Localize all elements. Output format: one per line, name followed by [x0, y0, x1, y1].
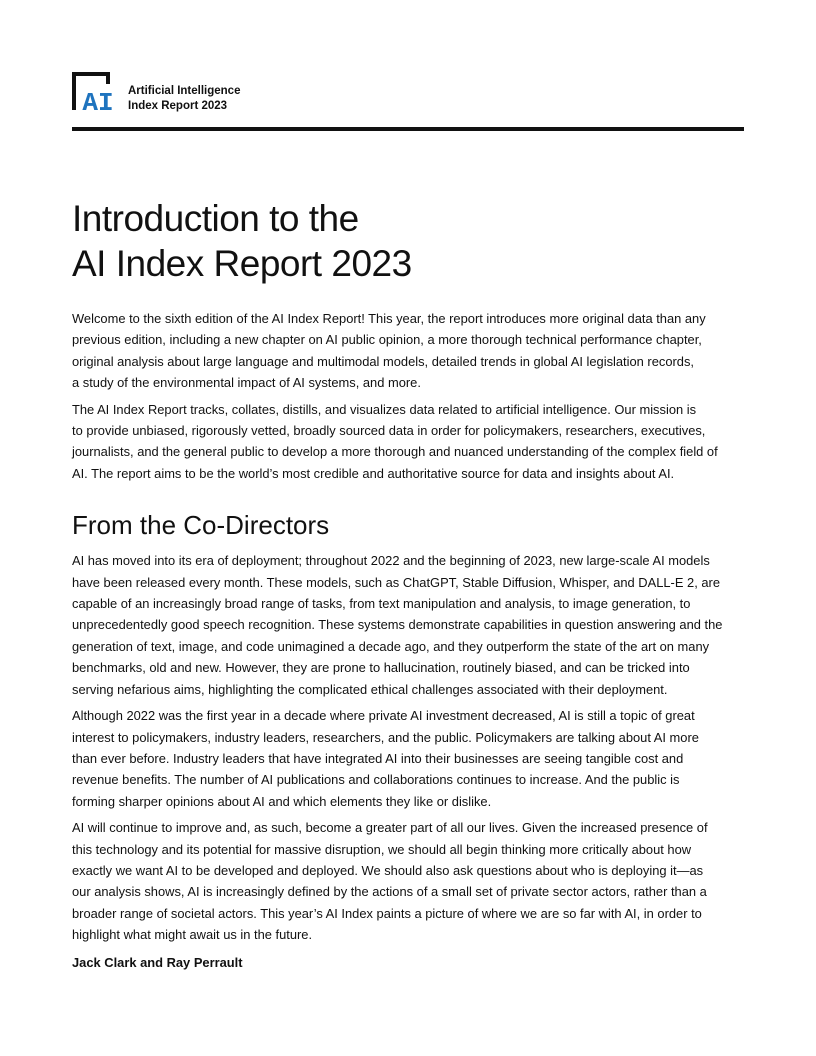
text-line: highlight what might await us in the future.: [72, 927, 313, 943]
text-line: generation of text, image, and code unimagined a decade ago, and they outperform the state of the art on many: [72, 638, 710, 654]
text-line: our analysis shows, AI is increasingly defined by the actions of a small set of private sector actors, rather than a: [72, 884, 707, 900]
text-line: to provide unbiased, rigorously vetted, broadly sourced data in order for policymakers, researchers, executives,: [72, 423, 706, 439]
brand-line-1: Artificial Intelligence: [128, 85, 241, 97]
page-title: [72, 196, 744, 286]
codirectors-paragraph-2: [72, 705, 744, 812]
page-content: [72, 196, 744, 978]
text-line: benchmarks, old and new. However, they are prone to hallucination, routinely biased, and can be tricked into: [72, 660, 690, 676]
ai-index-logo: [72, 72, 118, 112]
intro-paragraph-2: [72, 399, 744, 485]
text-line: journalists, and the general public to develop a more thorough and nuanced understanding of the complex field of: [72, 444, 718, 460]
header-rule: [72, 127, 744, 131]
text-line: AI has moved into its era of deployment; throughout 2022 and the beginning of 2023, new large-scale AI models: [72, 553, 710, 569]
text-line: unprecedentedly good speech recognition. These systems demonstrate capabilities in question answering and the: [72, 617, 723, 633]
brand-line-2: Index Report 2023: [128, 100, 228, 112]
text-line: serving nefarious aims, highlighting the complicated ethical challenges associated with their deployment.: [72, 681, 668, 697]
text-line: than ever before. Industry leaders that have integrated AI into their businesses are seeing tangible cost and: [72, 750, 684, 766]
text-line: a study of the environmental impact of AI systems, and more.: [72, 375, 421, 391]
text-line: this technology and its potential for massive disruption, we should all begin thinking more critically about how: [72, 841, 692, 857]
text-line: capable of an increasingly broad range of tasks, from text manipulation and analysis, to image generation, to: [72, 596, 691, 612]
codirectors-paragraph-3: [72, 817, 744, 945]
signature: Jack Clark and Ray Perrault: [72, 954, 243, 970]
text-line: broader range of societal actors. This year’s AI Index paints a picture of where we are so far with AI, in order to: [72, 905, 702, 921]
intro-paragraph-1: [72, 308, 744, 394]
text-line: Welcome to the sixth edition of the AI Index Report! This year, the report introduces more original data than any: [72, 311, 706, 326]
text-line: previous edition, including a new chapter on AI public opinion, a more thorough technical performance chapter,: [72, 332, 702, 348]
brand-name: [128, 84, 240, 114]
text-line: AI. The report aims to be the world’s most credible and authoritative source for data and insights about AI.: [72, 465, 675, 481]
text-line: have been released every month. These models, such as ChatGPT, Stable Diffusion, Whisper, and DALL-E 2, are: [72, 574, 720, 590]
text-line: original analysis about large language and multimodal models, detailed trends in global AI legislation records,: [72, 353, 694, 369]
text-line: revenue benefits. The number of AI publications and collaborations continues to increase. And the public is: [72, 772, 680, 788]
text-line: exactly we want AI to be developed and deployed. We should also ask questions about who is deploying it—as: [72, 862, 704, 878]
page-title-line-1: Introduction to the: [72, 198, 359, 239]
text-line: forming sharper opinions about AI and which elements they like or dislike.: [72, 793, 492, 809]
text-line: The AI Index Report tracks, collates, distills, and visualizes data related to artificial intelligence. Our mission is: [72, 401, 697, 417]
report-header: [72, 72, 744, 132]
text-line: AI will continue to improve and, as such, become a greater part of all our lives. Given the increased presence of: [72, 820, 708, 836]
text-line: interest to policymakers, industry leaders, researchers, and the public. Policymakers are talking about AI more: [72, 729, 699, 745]
section-heading-co-directors: From the Co-Directors: [72, 510, 330, 541]
logo-text: AI: [82, 88, 114, 112]
codirectors-paragraph-1: [72, 550, 744, 700]
page-title-line-2: AI Index Report 2023: [72, 243, 412, 284]
text-line: Although 2022 was the first year in a decade where private AI investment decreased, AI is still a topic of great: [72, 708, 695, 724]
